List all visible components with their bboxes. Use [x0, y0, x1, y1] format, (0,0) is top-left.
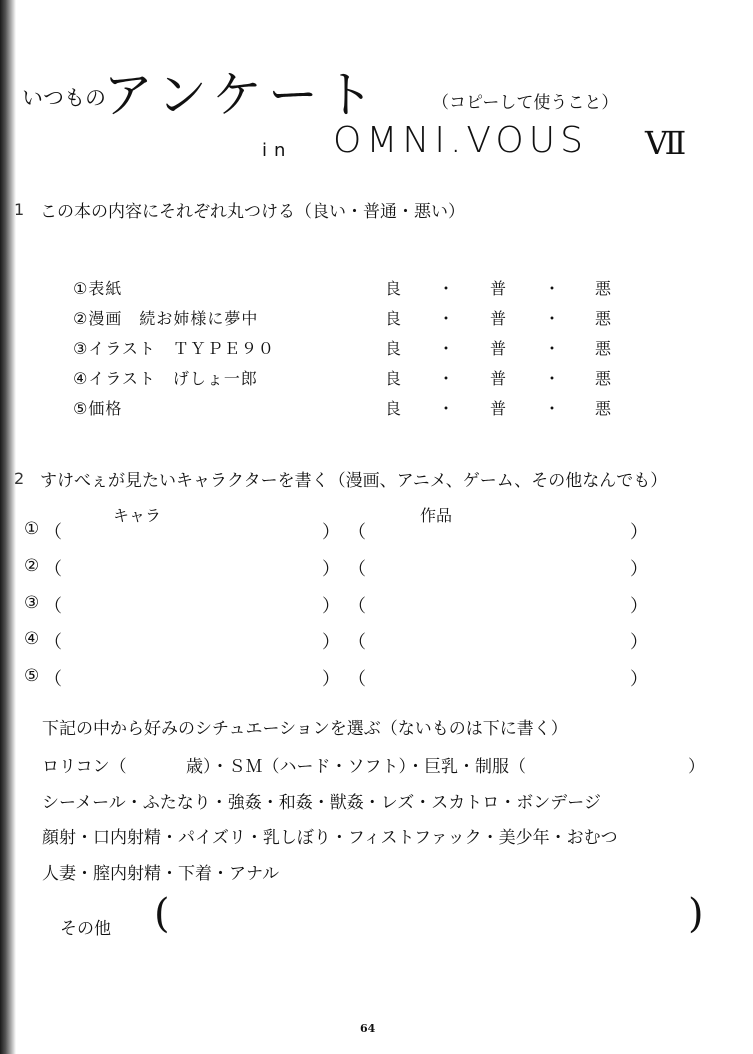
chara-answer-field[interactable]: [66, 555, 320, 579]
chara-close-paren: ）: [322, 559, 340, 580]
rating-good[interactable]: 良: [385, 309, 402, 328]
rating-bad[interactable]: 悪: [595, 309, 612, 328]
rating-normal[interactable]: 普: [490, 399, 507, 418]
question-1-number: 1: [14, 200, 25, 219]
binding-shadow: [0, 0, 16, 1054]
rating-good[interactable]: 良: [385, 399, 402, 418]
work-answer-field[interactable]: [372, 592, 628, 616]
rating-separator: ・: [544, 309, 561, 328]
copy-note: （コピーして使うこと）: [432, 93, 619, 113]
q1-item-label: ④イラスト げしょ一郎: [73, 369, 258, 388]
work-open-paren: （: [348, 632, 366, 653]
work-open-paren: （: [348, 669, 366, 690]
row-number: ④: [24, 629, 40, 649]
chara-open-paren: （: [44, 522, 62, 543]
magazine-name: OMNI.VOUS: [333, 120, 588, 161]
in-label: in: [262, 140, 293, 161]
rating-separator: ・: [544, 279, 561, 298]
row-number: ③: [24, 593, 40, 613]
rating-separator: ・: [438, 399, 455, 418]
rating-bad[interactable]: 悪: [595, 399, 612, 418]
situation-line-2: シーメール・ふたなり・強姦・和姦・獣姦・レズ・スカトロ・ボンデージ: [42, 793, 601, 813]
chara-open-paren: （: [44, 632, 62, 653]
chara-open-paren: （: [44, 596, 62, 617]
work-close-paren: ）: [630, 522, 648, 543]
question-2-text: すけべぇが見たいキャラクターを書く（漫画、アニメ、ゲーム、その他なんでも）: [40, 471, 668, 491]
row-number: ⑤: [24, 666, 40, 686]
q1-item-label: ②漫画 続お姉様に夢中: [73, 309, 259, 328]
q1-item-label: ③イラスト ＴＹＰＥ９０: [73, 339, 275, 358]
rating-good[interactable]: 良: [385, 369, 402, 388]
rating-bad[interactable]: 悪: [595, 369, 612, 388]
rating-separator: ・: [544, 369, 561, 388]
situation-line-4: 人妻・膣内射精・下着・アナル: [42, 864, 280, 884]
chara-answer-field[interactable]: [66, 592, 320, 616]
chara-answer-field[interactable]: [66, 665, 320, 689]
work-close-paren: ）: [630, 596, 648, 617]
rating-good[interactable]: 良: [385, 279, 402, 298]
column-header-chara: キャラ: [113, 506, 162, 525]
work-open-paren: （: [348, 596, 366, 617]
work-answer-field[interactable]: [372, 665, 628, 689]
rating-normal[interactable]: 普: [490, 369, 507, 388]
question-1-text: この本の内容にそれぞれ丸つける（良い・普通・悪い）: [40, 202, 465, 222]
row-number: ①: [24, 519, 40, 539]
rating-normal[interactable]: 普: [490, 279, 507, 298]
other-close-paren: ): [688, 891, 704, 937]
page-number: 64: [360, 1022, 376, 1035]
title-prefix: いつもの: [22, 86, 106, 110]
age-input-field[interactable]: [140, 752, 184, 776]
rating-good[interactable]: 良: [385, 339, 402, 358]
rating-bad[interactable]: 悪: [595, 339, 612, 358]
rating-bad[interactable]: 悪: [595, 279, 612, 298]
work-answer-field[interactable]: [372, 518, 628, 542]
question-3-text: 下記の中から好みのシチュエーションを選ぶ（ないものは下に書く）: [42, 719, 568, 739]
work-answer-field[interactable]: [372, 628, 628, 652]
work-close-paren: ）: [630, 669, 648, 690]
rating-separator: ・: [544, 399, 561, 418]
volume-number: Ⅶ: [645, 124, 687, 162]
chara-answer-field[interactable]: [66, 518, 320, 542]
rating-normal[interactable]: 普: [490, 309, 507, 328]
chara-answer-field[interactable]: [66, 628, 320, 652]
rating-separator: ・: [438, 309, 455, 328]
rating-separator: ・: [438, 279, 455, 298]
situation-line-1: 歳）・ＳＭ（ハード・ソフト）・巨乳・制服（: [186, 757, 526, 777]
work-close-paren: ）: [630, 559, 648, 580]
chara-close-paren: ）: [322, 669, 340, 690]
situation-lolicon: ロリコン（: [42, 757, 127, 777]
rating-separator: ・: [438, 339, 455, 358]
chara-close-paren: ）: [322, 632, 340, 653]
chara-open-paren: （: [44, 559, 62, 580]
q1-item-label: ⑤価格: [73, 399, 123, 418]
work-open-paren: （: [348, 522, 366, 543]
other-label: その他: [60, 919, 111, 939]
chara-close-paren: ）: [322, 522, 340, 543]
work-answer-field[interactable]: [372, 555, 628, 579]
work-close-paren: ）: [630, 632, 648, 653]
uniform-input-field[interactable]: [582, 752, 688, 776]
chara-close-paren: ）: [322, 596, 340, 617]
q1-item-label: ①表紙: [73, 279, 123, 298]
chara-open-paren: （: [44, 669, 62, 690]
rating-normal[interactable]: 普: [490, 339, 507, 358]
uniform-close-paren: ）: [688, 757, 705, 777]
row-number: ②: [24, 556, 40, 576]
other-answer-field[interactable]: [174, 898, 684, 938]
situation-line-3: 顔射・口内射精・パイズリ・乳しぼり・フィストファック・美少年・おむつ: [42, 828, 618, 848]
question-2-number: 2: [14, 469, 25, 488]
rating-separator: ・: [438, 369, 455, 388]
other-open-paren: (: [154, 891, 170, 937]
page-title: アンケート: [103, 66, 380, 124]
work-open-paren: （: [348, 559, 366, 580]
column-header-work: 作品: [420, 506, 453, 525]
rating-separator: ・: [544, 339, 561, 358]
